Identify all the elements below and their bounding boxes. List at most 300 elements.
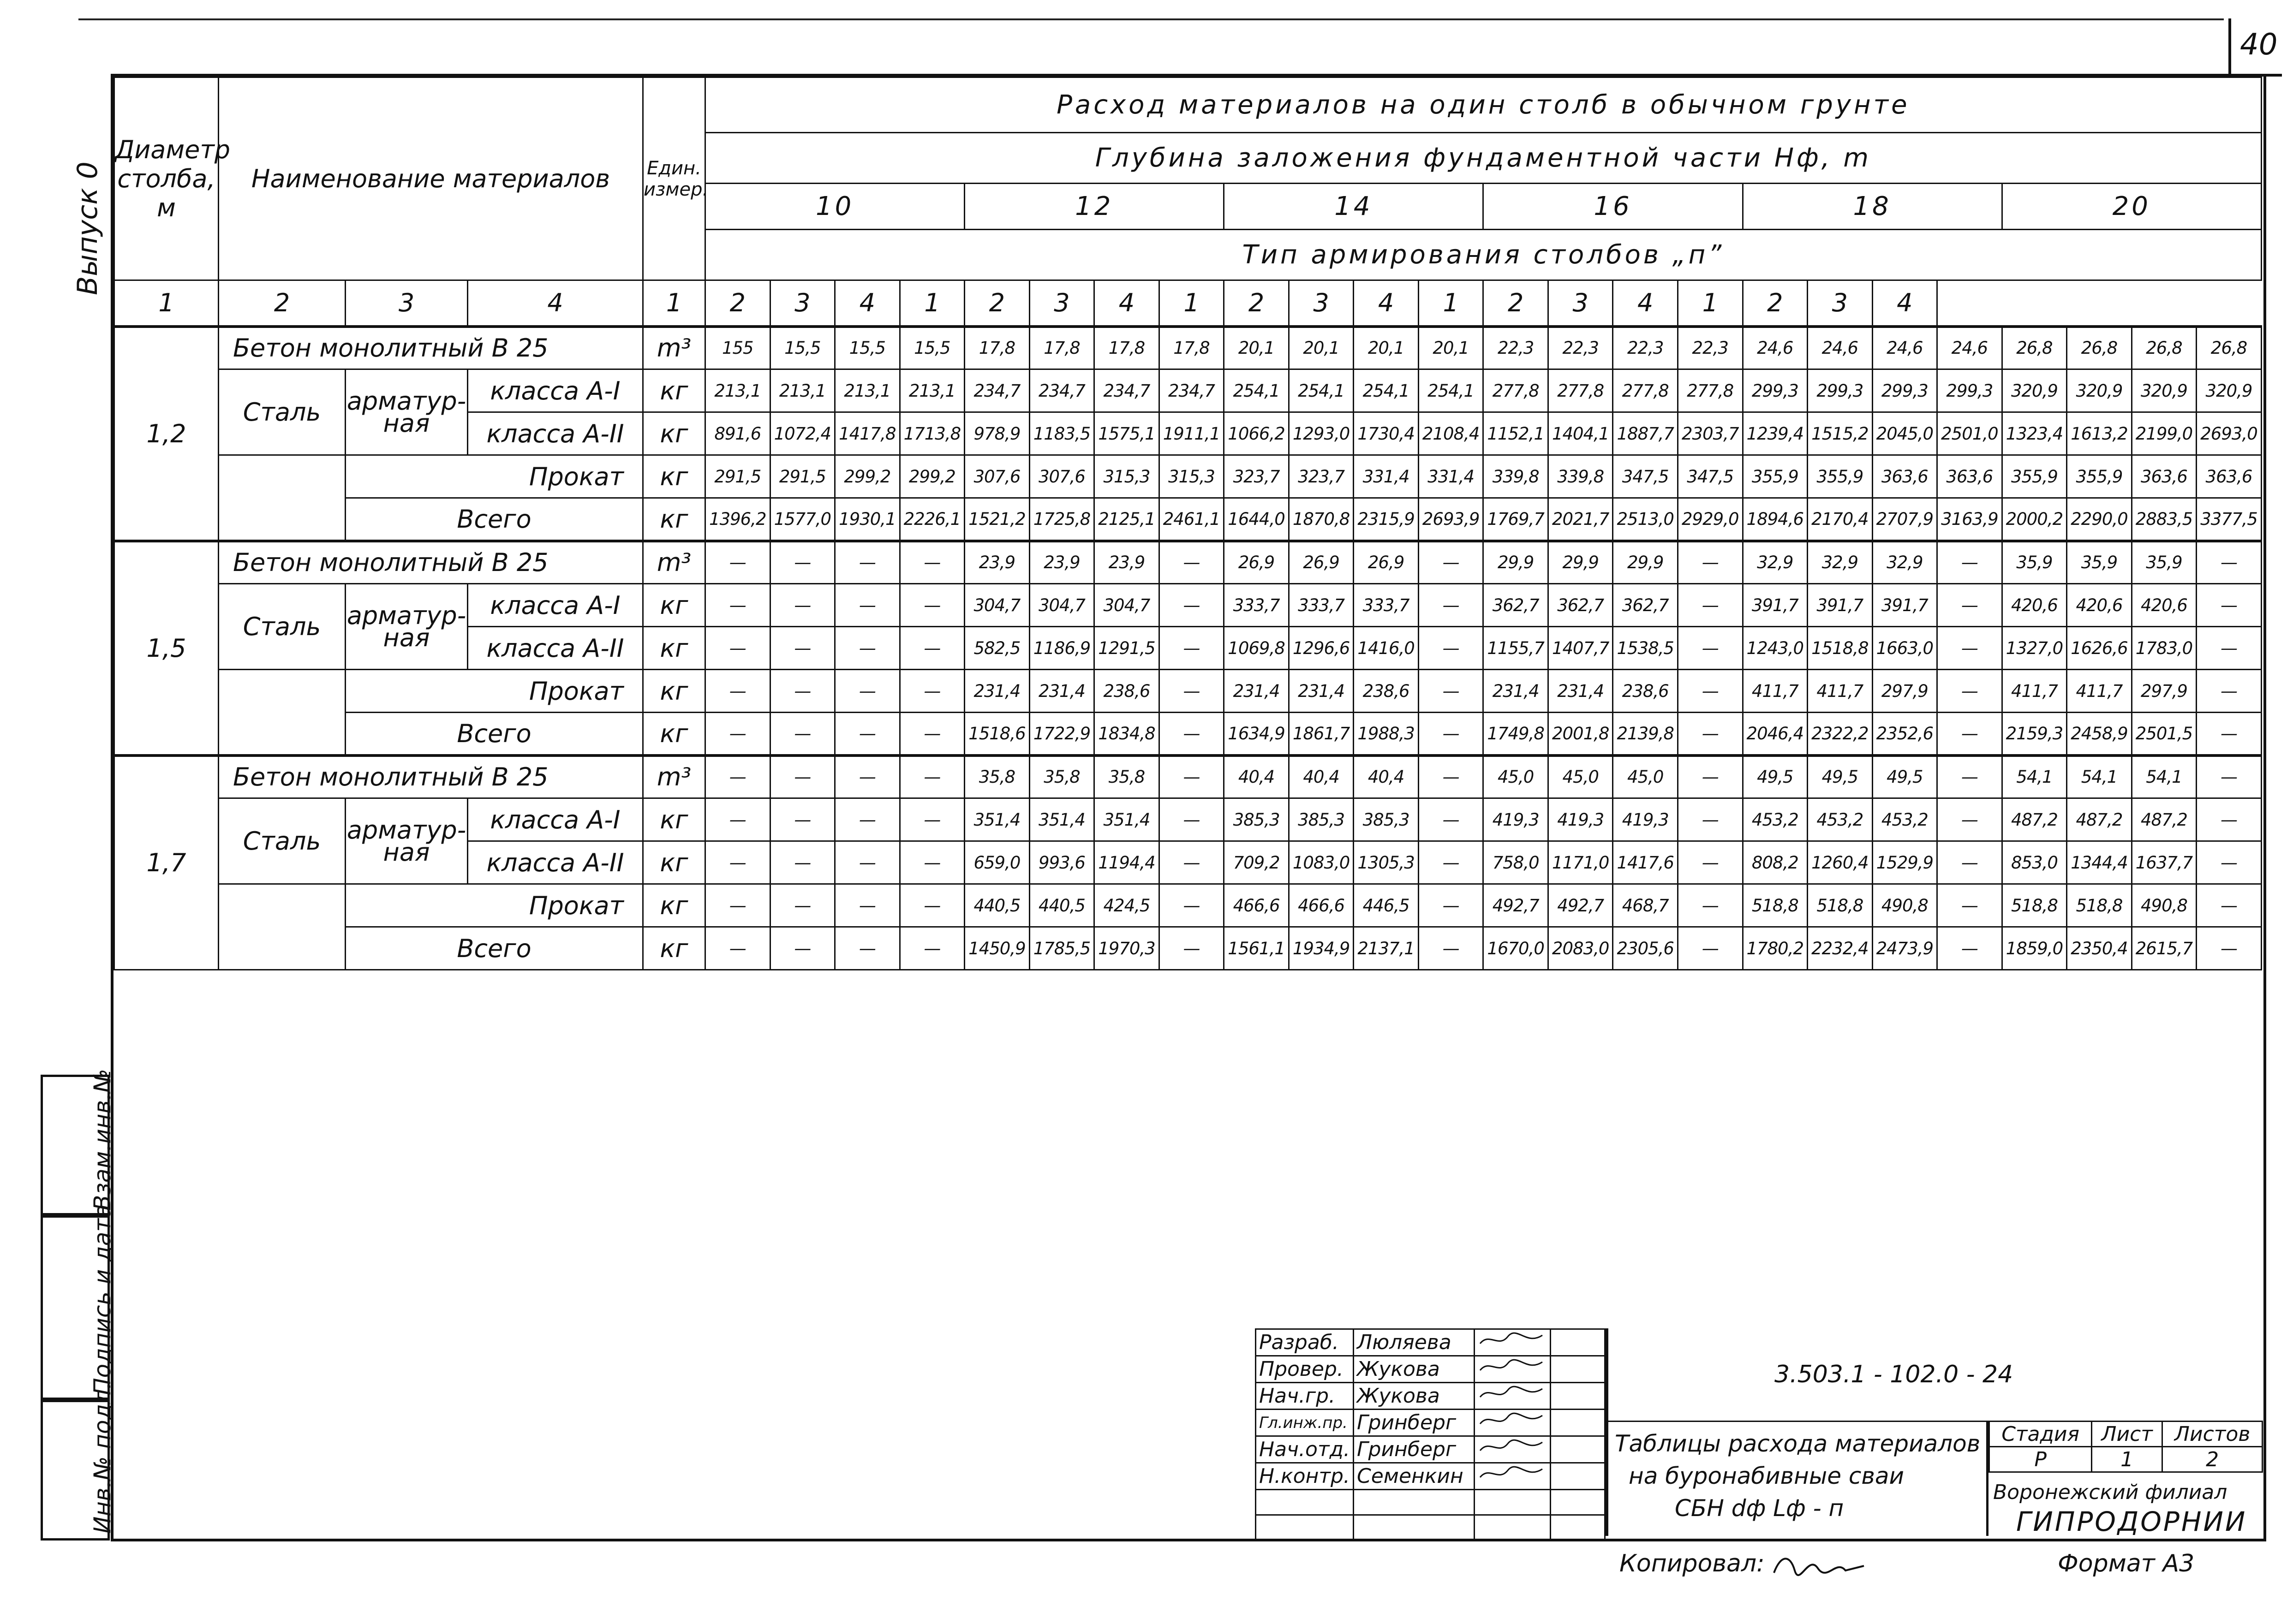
value-cell: 2137,1: [1354, 927, 1419, 970]
value-cell: —: [900, 755, 965, 798]
value-cell: —: [1937, 713, 2002, 755]
doc-title-line-2: на буронабивные сваи: [1629, 1463, 1905, 1489]
stamp-name: Гринберг: [1354, 1410, 1475, 1436]
rolled-label: Прокат: [346, 884, 643, 927]
value-cell: 29,9: [1483, 541, 1548, 584]
value-cell: —: [1937, 884, 2002, 927]
value-cell: 1769,7: [1483, 498, 1548, 541]
header-diameter: Диаметр столба, м: [114, 77, 219, 280]
value-cell: 2226,1: [900, 498, 965, 541]
unit-cell: кг: [643, 884, 705, 927]
value-cell: —: [2197, 755, 2262, 798]
value-cell: 2352,6: [1872, 713, 1937, 755]
value-cell: 518,8: [2067, 884, 2132, 927]
value-cell: 2693,9: [1418, 498, 1483, 541]
value-cell: 1404,1: [1548, 412, 1613, 455]
type-header: 4: [468, 280, 643, 327]
value-cell: 1637,7: [2132, 841, 2197, 884]
value-cell: 1725,8: [1029, 498, 1094, 541]
unit-cell: кг: [643, 841, 705, 884]
value-cell: —: [770, 713, 835, 755]
class-a2-label: класса А-II: [468, 627, 643, 670]
value-cell: —: [2197, 798, 2262, 841]
value-cell: 518,8: [2002, 884, 2067, 927]
value-cell: —: [770, 541, 835, 584]
value-cell: 234,7: [1029, 369, 1094, 412]
value-cell: 323,7: [1224, 455, 1289, 498]
value-cell: 1626,6: [2067, 627, 2132, 670]
value-cell: 304,7: [1094, 584, 1159, 627]
value-cell: 518,8: [1743, 884, 1808, 927]
type-header: 3: [1289, 280, 1354, 327]
value-cell: —: [1678, 670, 1743, 713]
value-cell: —: [705, 755, 770, 798]
value-cell: —: [835, 755, 900, 798]
spacer-cell: [219, 884, 346, 970]
doc-title-line-1: Таблицы расхода материалов: [1615, 1430, 1981, 1457]
value-cell: —: [1678, 541, 1743, 584]
value-cell: 20,1: [1289, 327, 1354, 369]
value-cell: 254,1: [1354, 369, 1419, 412]
value-cell: —: [1418, 755, 1483, 798]
value-cell: —: [1418, 884, 1483, 927]
empty-stamp-cell: [1551, 1490, 1605, 1515]
diameter-cell: 1,7: [114, 755, 219, 970]
value-cell: 277,8: [1548, 369, 1613, 412]
type-header: 1: [1678, 280, 1743, 327]
value-cell: 1713,8: [900, 412, 965, 455]
value-cell: 492,7: [1548, 884, 1613, 927]
type-header: 2: [1483, 280, 1548, 327]
value-cell: 17,8: [1094, 327, 1159, 369]
value-cell: —: [705, 670, 770, 713]
value-cell: 2001,8: [1548, 713, 1613, 755]
value-cell: 1988,3: [1354, 713, 1419, 755]
value-cell: 891,6: [705, 412, 770, 455]
value-cell: 1083,0: [1289, 841, 1354, 884]
unit-cell: кг: [643, 455, 705, 498]
value-cell: 2461,1: [1159, 498, 1224, 541]
type-header: 1: [900, 280, 965, 327]
value-cell: 320,9: [2197, 369, 2262, 412]
date-cell: [1551, 1356, 1605, 1383]
value-cell: 1291,5: [1094, 627, 1159, 670]
empty-stamp-cell: [1475, 1515, 1551, 1541]
value-cell: —: [2197, 627, 2262, 670]
stamp-role: Нач.отд.: [1256, 1436, 1354, 1463]
empty-stamp-cell: [1354, 1490, 1475, 1515]
value-cell: 20,1: [1354, 327, 1419, 369]
value-cell: —: [1418, 627, 1483, 670]
value-cell: —: [2197, 584, 2262, 627]
stage-block: [1986, 1421, 2263, 1536]
value-cell: 2139,8: [1613, 713, 1678, 755]
signature-icon: [1478, 1463, 1547, 1484]
value-cell: 1518,8: [1808, 627, 1873, 670]
signature-cell: [1475, 1463, 1551, 1490]
value-cell: —: [1678, 627, 1743, 670]
value-cell: 2350,4: [2067, 927, 2132, 970]
depth-header-12: 12: [965, 184, 1224, 230]
value-cell: —: [1418, 841, 1483, 884]
value-cell: 355,9: [1743, 455, 1808, 498]
value-cell: —: [900, 841, 965, 884]
value-cell: 213,1: [705, 369, 770, 412]
side-box-replacement: Взам.инв.№: [41, 1075, 110, 1218]
value-cell: 1634,9: [1224, 713, 1289, 755]
type-header: 4: [1094, 280, 1159, 327]
value-cell: 22,3: [1613, 327, 1678, 369]
value-cell: 3377,5: [2197, 498, 2262, 541]
value-cell: 492,7: [1483, 884, 1548, 927]
rebar-label: арматур- ная: [346, 584, 468, 670]
value-cell: 351,4: [1094, 798, 1159, 841]
stamp-role: Разраб.: [1256, 1329, 1354, 1356]
value-cell: 582,5: [965, 627, 1030, 670]
value-cell: 385,3: [1224, 798, 1289, 841]
value-cell: 419,3: [1613, 798, 1678, 841]
value-cell: 291,5: [770, 455, 835, 498]
value-cell: 231,4: [1224, 670, 1289, 713]
value-cell: 1521,2: [965, 498, 1030, 541]
value-cell: 333,7: [1289, 584, 1354, 627]
value-cell: 440,5: [1029, 884, 1094, 927]
header-depth: Глубина заложения фундаментной части Hф, m: [705, 133, 2262, 184]
value-cell: 347,5: [1613, 455, 1678, 498]
stamp-role: Провер.: [1256, 1356, 1354, 1383]
value-cell: 32,9: [1743, 541, 1808, 584]
sheets-label: Листов: [2162, 1422, 2263, 1447]
value-cell: —: [2197, 541, 2262, 584]
value-cell: 35,9: [2002, 541, 2067, 584]
value-cell: 466,6: [1289, 884, 1354, 927]
value-cell: 2046,4: [1743, 713, 1808, 755]
value-cell: —: [835, 927, 900, 970]
side-label: Выпуск 0: [72, 161, 104, 295]
value-cell: 518,8: [1808, 884, 1873, 927]
value-cell: 1613,2: [2067, 412, 2132, 455]
value-cell: 1663,0: [1872, 627, 1937, 670]
value-cell: —: [1678, 884, 1743, 927]
value-cell: 363,6: [2132, 455, 2197, 498]
value-cell: 49,5: [1808, 755, 1873, 798]
depth-header-14: 14: [1224, 184, 1483, 230]
value-cell: —: [770, 670, 835, 713]
value-cell: —: [835, 841, 900, 884]
value-cell: 299,3: [1872, 369, 1937, 412]
value-cell: 320,9: [2132, 369, 2197, 412]
value-cell: —: [900, 584, 965, 627]
value-cell: 299,2: [835, 455, 900, 498]
value-cell: 299,3: [1937, 369, 2002, 412]
value-cell: 1194,4: [1094, 841, 1159, 884]
value-cell: 26,9: [1354, 541, 1419, 584]
value-cell: 440,5: [965, 884, 1030, 927]
value-cell: —: [900, 927, 965, 970]
value-cell: —: [900, 884, 965, 927]
spacer-cell: [219, 670, 346, 755]
value-cell: 45,0: [1483, 755, 1548, 798]
value-cell: 315,3: [1159, 455, 1224, 498]
value-cell: 2615,7: [2132, 927, 2197, 970]
value-cell: 468,7: [1613, 884, 1678, 927]
header-reinforcement-type: Тип армирования столбов „п”: [705, 230, 2262, 280]
stamp-people-table: [1255, 1328, 1606, 1541]
value-cell: 385,3: [1354, 798, 1419, 841]
value-cell: 231,4: [965, 670, 1030, 713]
value-cell: —: [2197, 713, 2262, 755]
value-cell: 320,9: [2067, 369, 2132, 412]
value-cell: 2125,1: [1094, 498, 1159, 541]
signature-cell: [1475, 1383, 1551, 1410]
value-cell: —: [900, 670, 965, 713]
value-cell: 2501,5: [2132, 713, 2197, 755]
signature-cell: [1475, 1329, 1551, 1356]
value-cell: 15,5: [900, 327, 965, 369]
type-header: 2: [705, 280, 770, 327]
value-cell: 307,6: [965, 455, 1030, 498]
value-cell: 853,0: [2002, 841, 2067, 884]
value-cell: 2232,4: [1808, 927, 1873, 970]
value-cell: 2315,9: [1354, 498, 1419, 541]
value-cell: —: [900, 627, 965, 670]
value-cell: —: [1418, 713, 1483, 755]
date-cell: [1551, 1410, 1605, 1436]
rolled-label: Прокат: [346, 670, 643, 713]
value-cell: 1417,8: [835, 412, 900, 455]
empty-stamp-cell: [1256, 1490, 1354, 1515]
value-cell: 35,9: [2132, 541, 2197, 584]
value-cell: 487,2: [2002, 798, 2067, 841]
unit-cell: кг: [643, 498, 705, 541]
value-cell: 24,6: [1937, 327, 2002, 369]
empty-stamp-cell: [1475, 1490, 1551, 1515]
copier-signature: [1772, 1545, 1869, 1582]
stamp-role: Гл.инж.пр.: [1256, 1410, 1354, 1436]
diameter-cell: 1,5: [114, 541, 219, 755]
value-cell: 24,6: [1872, 327, 1937, 369]
value-cell: 2170,4: [1808, 498, 1873, 541]
value-cell: 54,1: [2002, 755, 2067, 798]
value-cell: 213,1: [770, 369, 835, 412]
value-cell: 1293,0: [1289, 412, 1354, 455]
stamp-name: Жукова: [1354, 1383, 1475, 1410]
unit-cell: кг: [643, 369, 705, 412]
value-cell: 1887,7: [1613, 412, 1678, 455]
value-cell: 1066,2: [1224, 412, 1289, 455]
value-cell: 391,7: [1743, 584, 1808, 627]
class-a2-label: класса А-II: [468, 841, 643, 884]
value-cell: —: [770, 841, 835, 884]
org-line-2: ГИПРОДОРНИИ: [2016, 1506, 2247, 1537]
total-label: Всего: [346, 713, 643, 755]
value-cell: 54,1: [2067, 755, 2132, 798]
value-cell: 2707,9: [1872, 498, 1937, 541]
value-cell: 411,7: [2002, 670, 2067, 713]
value-cell: 659,0: [965, 841, 1030, 884]
unit-cell: m³: [643, 327, 705, 369]
value-cell: 419,3: [1548, 798, 1613, 841]
value-cell: 420,6: [2002, 584, 2067, 627]
value-cell: 355,9: [2067, 455, 2132, 498]
value-cell: 20,1: [1224, 327, 1289, 369]
value-cell: 49,5: [1872, 755, 1937, 798]
rebar-label: арматур- ная: [346, 798, 468, 884]
value-cell: 254,1: [1289, 369, 1354, 412]
rebar-label: арматур- ная: [346, 369, 468, 455]
type-header: 4: [835, 280, 900, 327]
value-cell: 22,3: [1548, 327, 1613, 369]
date-cell: [1551, 1329, 1605, 1356]
value-cell: 2083,0: [1548, 927, 1613, 970]
value-cell: 35,8: [1094, 755, 1159, 798]
header-name: Наименование материалов: [219, 77, 643, 280]
value-cell: —: [900, 798, 965, 841]
materials-table: [113, 77, 2262, 970]
value-cell: 2322,2: [1808, 713, 1873, 755]
top-rule: [78, 18, 2224, 20]
value-cell: —: [835, 798, 900, 841]
stamp-name: Семенкин: [1354, 1463, 1475, 1490]
stamp-name: Жукова: [1354, 1356, 1475, 1383]
stamp-name: Гринберг: [1354, 1436, 1475, 1463]
value-cell: 1305,3: [1354, 841, 1419, 884]
value-cell: 231,4: [1029, 670, 1094, 713]
value-cell: —: [1159, 670, 1224, 713]
depth-header-18: 18: [1743, 184, 2002, 230]
format-label: Формат А3: [2058, 1550, 2195, 1577]
value-cell: —: [1159, 884, 1224, 927]
class-a1-label: класса А-I: [468, 369, 643, 412]
value-cell: 299,2: [900, 455, 965, 498]
steel-label: Сталь: [219, 584, 346, 670]
value-cell: 453,2: [1808, 798, 1873, 841]
value-cell: —: [770, 798, 835, 841]
value-cell: 385,3: [1289, 798, 1354, 841]
value-cell: 24,6: [1743, 327, 1808, 369]
value-cell: 1344,4: [2067, 841, 2132, 884]
value-cell: 362,7: [1483, 584, 1548, 627]
value-cell: 1260,4: [1808, 841, 1873, 884]
value-cell: 2929,0: [1678, 498, 1743, 541]
type-header: 1: [114, 280, 219, 327]
value-cell: 2021,7: [1548, 498, 1613, 541]
value-cell: 347,5: [1678, 455, 1743, 498]
type-header: 4: [1613, 280, 1678, 327]
unit-cell: m³: [643, 541, 705, 584]
value-cell: —: [1159, 798, 1224, 841]
value-cell: 2045,0: [1872, 412, 1937, 455]
value-cell: 231,4: [1548, 670, 1613, 713]
value-cell: 297,9: [1872, 670, 1937, 713]
value-cell: —: [1678, 755, 1743, 798]
value-cell: 1575,1: [1094, 412, 1159, 455]
value-cell: 1834,8: [1094, 713, 1159, 755]
value-cell: —: [1159, 713, 1224, 755]
value-cell: 15,5: [835, 327, 900, 369]
value-cell: 277,8: [1613, 369, 1678, 412]
value-cell: 17,8: [1029, 327, 1094, 369]
value-cell: 26,8: [2002, 327, 2067, 369]
value-cell: —: [1937, 670, 2002, 713]
signature-icon: [1478, 1437, 1547, 1457]
value-cell: 1780,2: [1743, 927, 1808, 970]
value-cell: 299,3: [1808, 369, 1873, 412]
value-cell: 355,9: [2002, 455, 2067, 498]
value-cell: 234,7: [965, 369, 1030, 412]
value-cell: —: [1159, 627, 1224, 670]
value-cell: 26,8: [2132, 327, 2197, 369]
value-cell: 29,9: [1548, 541, 1613, 584]
value-cell: 1171,0: [1548, 841, 1613, 884]
value-cell: 231,4: [1483, 670, 1548, 713]
value-cell: —: [1159, 541, 1224, 584]
value-cell: 351,4: [965, 798, 1030, 841]
value-cell: 331,4: [1418, 455, 1483, 498]
value-cell: 1327,0: [2002, 627, 2067, 670]
value-cell: —: [705, 541, 770, 584]
value-cell: 307,6: [1029, 455, 1094, 498]
empty-stamp-cell: [1551, 1515, 1605, 1541]
type-header: 3: [770, 280, 835, 327]
stage-label: Стадия: [1989, 1422, 2092, 1447]
value-cell: 487,2: [2132, 798, 2197, 841]
value-cell: —: [900, 541, 965, 584]
unit-cell: кг: [643, 798, 705, 841]
signature-cell: [1475, 1436, 1551, 1463]
value-cell: 420,6: [2132, 584, 2197, 627]
value-cell: 24,6: [1808, 327, 1873, 369]
value-cell: 1783,0: [2132, 627, 2197, 670]
value-cell: 709,2: [1224, 841, 1289, 884]
value-cell: 1450,9: [965, 927, 1030, 970]
value-cell: 1911,1: [1159, 412, 1224, 455]
value-cell: 155: [705, 327, 770, 369]
unit-cell: кг: [643, 670, 705, 713]
stamp-role: Н.контр.: [1256, 1463, 1354, 1490]
unit-cell: кг: [643, 584, 705, 627]
steel-label: Сталь: [219, 369, 346, 455]
value-cell: 339,8: [1483, 455, 1548, 498]
value-cell: 1930,1: [835, 498, 900, 541]
value-cell: —: [1418, 584, 1483, 627]
header-unit: Един. измер.: [643, 77, 705, 280]
value-cell: —: [705, 627, 770, 670]
value-cell: 1934,9: [1289, 927, 1354, 970]
empty-stamp-cell: [1256, 1515, 1354, 1541]
value-cell: 32,9: [1872, 541, 1937, 584]
value-cell: 487,2: [2067, 798, 2132, 841]
side-box-signature: Подпись и дата: [41, 1213, 110, 1402]
depth-header-10: 10: [705, 184, 965, 230]
type-header: 2: [1224, 280, 1289, 327]
type-header: 2: [965, 280, 1030, 327]
value-cell: —: [2197, 670, 2262, 713]
total-label: Всего: [346, 498, 643, 541]
signature-icon: [1478, 1330, 1547, 1350]
class-a1-label: класса А-I: [468, 798, 643, 841]
value-cell: 231,4: [1289, 670, 1354, 713]
concrete-label: Бетон монолитный В 25: [219, 327, 643, 369]
value-cell: 2000,2: [2002, 498, 2067, 541]
value-cell: 466,6: [1224, 884, 1289, 927]
unit-cell: m³: [643, 755, 705, 798]
value-cell: 40,4: [1289, 755, 1354, 798]
value-cell: 2303,7: [1678, 412, 1743, 455]
value-cell: —: [770, 584, 835, 627]
side-box-inventory: Инв.№ подл.: [41, 1398, 110, 1541]
value-cell: 277,8: [1483, 369, 1548, 412]
